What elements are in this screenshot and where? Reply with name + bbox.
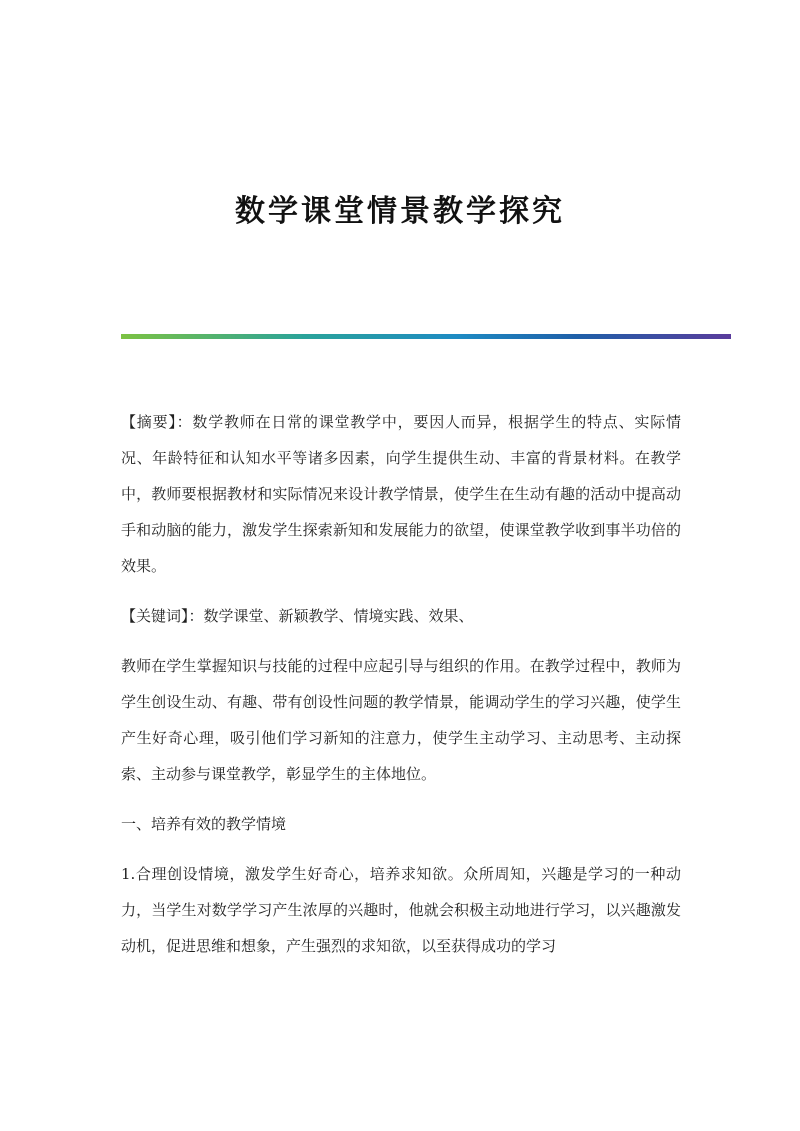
intro-paragraph: 教师在学生掌握知识与技能的过程中应起引导与组织的作用。在教学过程中，教师为学生创设生动、有趣、带有创设性问题的教学情景，能调动学生的学习兴趣，使学生产生好奇心理，吸引他们学习新知的注意力，使学生主动学习、主动思考、主动探索、主动参与课堂教学，彰显学生的主体地位。 (121, 657, 681, 783)
keywords-paragraph (121, 598, 681, 634)
document-title: 数学课堂情景教学探究 (235, 194, 565, 229)
keywords-text: ：数学课堂、新颖教学、情境实践、效果、 (188, 607, 474, 625)
section-heading: 一、培养有效的教学情境 (121, 815, 287, 833)
abstract-label: 【摘要】 (121, 413, 177, 431)
point-1-paragraph: 1.合理创设情境，激发学生好奇心，培养求知欲。众所周知，兴趣是学习的一种动力，当学生对数学学习产生浓厚的兴趣时，他就会积极主动地进行学习，以兴趣激发动机，促进思维和想象，产生强烈的求知欲，以至获得成功的学习 (121, 865, 681, 955)
title-divider (121, 334, 731, 339)
keywords-label: 【关键词】 (121, 607, 189, 625)
abstract-paragraph (121, 404, 681, 584)
document-body (121, 404, 681, 978)
abstract-text: ：数学教师在日常的课堂教学中，要因人而异，根据学生的特点、实际情况、年龄特征和认知水平等诸多因素，向学生提供生动、丰富的背景材料。在教学中，教师要根据教材和实际情况来设计教学情景，使学生在生动有趣的活动中提高动手和动脑的能力，激发学生探索新知和发展能力的欲望，使课堂教学收到事半功倍的效果。 (121, 413, 681, 575)
